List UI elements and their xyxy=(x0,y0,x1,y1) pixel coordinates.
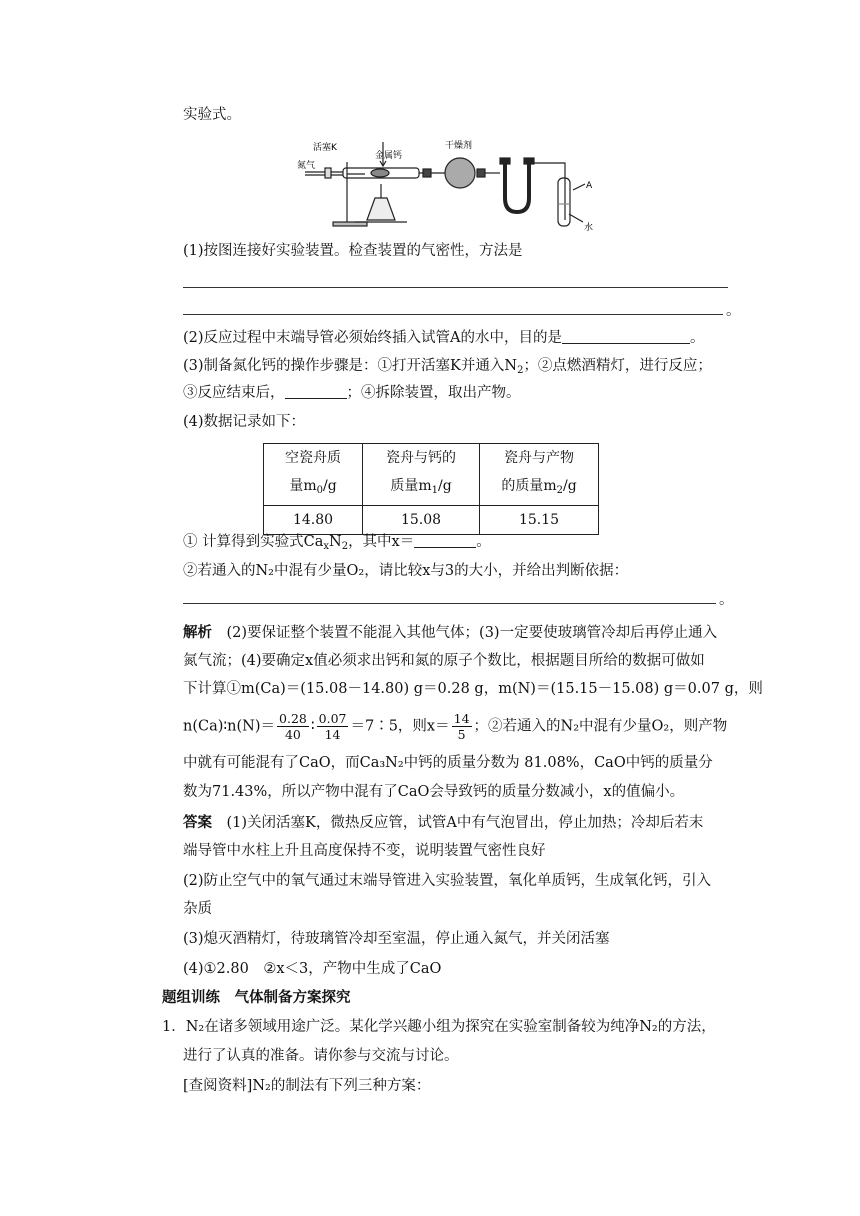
label-tube-a: A xyxy=(586,181,593,191)
answer-line-1: 答案 (1)关闭活塞K，微热反应管，试管A中有气泡冒出，停止加热；冷却后若末 xyxy=(183,815,704,831)
apparatus-diagram xyxy=(295,138,605,234)
calcium-boat xyxy=(371,169,389,177)
analysis-line-1: 解析 (2)要保证整个装置不能混入其他气体；(3)一定要使玻璃管冷却后再停止通入 xyxy=(183,625,718,641)
table-header-3: 瓷舟与产物 的质量$m_2/g$ xyxy=(480,444,599,506)
answer-line xyxy=(183,603,716,604)
question-1: (1)按图连接好实验装置。检查装置的气密性，方法是 xyxy=(183,243,523,259)
table-header-2: 瓷舟与钙的 质量$m_1/g$ xyxy=(363,444,480,506)
section-title: 题组训练 气体制备方案探究 xyxy=(162,990,351,1006)
answer-line-3: (2)防止空气中的氧气通过末端导管进入实验装置，氧化单质钙，生成氧化钙，引入 xyxy=(183,873,712,889)
answer-line-5: (3)熄灭酒精灯，待玻璃管冷却至室温，停止通入氮气，并关闭活塞 xyxy=(183,931,610,947)
label-nitrogen: 氮气 xyxy=(297,161,316,171)
question-4: (4)数据记录如下： xyxy=(183,414,306,430)
label-desiccant: 干燥剂 xyxy=(445,141,473,151)
problem-1-line-2: 进行了认真的准备。请你参与交流与讨论。 xyxy=(183,1048,459,1064)
question-3-line-2: ③反应结束后， ；④拆除装置，取出产物。 xyxy=(183,385,521,401)
table-cell: 15.15 xyxy=(480,506,599,535)
stand-base xyxy=(333,222,367,226)
alcohol-lamp xyxy=(367,198,395,220)
label-calcium: 金属钙 xyxy=(375,151,403,161)
drying-bulb xyxy=(445,158,475,188)
analysis-line-2: 氮气流；(4)要确定x值必须求出钙和氮的原子个数比，根据题目所给的数据可做如 xyxy=(183,653,705,669)
u-tube xyxy=(505,164,529,212)
question-2: (2)反应过程中末端导管必须始终插入试管A的水中，目的是 。 xyxy=(183,330,705,346)
question-4b: ②若通入的N₂中混有少量O₂，请比较x与3的大小，并给出判断依据： xyxy=(183,563,629,579)
stopcock-k xyxy=(325,168,331,178)
intro-text: 实验式。 xyxy=(183,107,241,123)
answer-line-4: 杂质 xyxy=(183,901,212,917)
label-water: 水 xyxy=(584,223,594,233)
table-cell: 15.08 xyxy=(363,506,480,535)
label-stopcock: 活塞K xyxy=(313,143,337,153)
question-3-line-1: (3)制备氮化钙的操作步骤是：①打开活塞K并通入$N_2$；②点燃酒精灯，进行反应； xyxy=(183,358,712,376)
question-4a: ① 计算得到实验式$Ca_xN_2$，其中x＝ 。 xyxy=(183,534,491,552)
table-header-1: 空瓷舟质 量$m_0/g$ xyxy=(264,444,363,506)
answer-line-6: (4)①2.80 ②x＜3，产物中生成了CaO xyxy=(183,961,442,977)
analysis-line-4: n(Ca)∶n(N)＝ $\frac{0.28}{40}$ ∶ $\frac{0.07}{14}$ ＝7∶5，则x＝ $\frac{14}{5}$ ；②若通入的N₂中混有少量O₂，则产物 xyxy=(183,711,728,742)
table-cell: 14.80 xyxy=(264,506,363,535)
answer-line-2: 端导管中水柱上升且高度保持不变，说明装置气密性良好 xyxy=(183,843,546,859)
problem-1-line-1: 1．N₂在诸多领域用途广泛。某化学兴趣小组为探究在实验室制备较为纯净N₂的方法， xyxy=(162,1019,716,1035)
analysis-line-6: 数为71.43%，所以产物中混有了CaO会导致钙的质量分数减小，x的值偏小。 xyxy=(183,784,685,800)
test-tube-a xyxy=(558,178,570,226)
problem-1-line-3: [查阅资料]N₂的制法有下列三种方案： xyxy=(183,1078,431,1094)
data-table xyxy=(263,443,599,535)
analysis-line-3: 下计算①m(Ca)＝(15.08－14.80) g＝0.28 g，m(N)＝(15.15－15.08) g＝0.07 g，则 xyxy=(183,681,763,697)
answer-line xyxy=(183,287,728,288)
analysis-line-5: 中就有可能混有了CaO，而Ca₃N₂中钙的质量分数为 81.08%，CaO中钙的质量分 xyxy=(183,755,713,771)
answer-line xyxy=(183,314,723,315)
